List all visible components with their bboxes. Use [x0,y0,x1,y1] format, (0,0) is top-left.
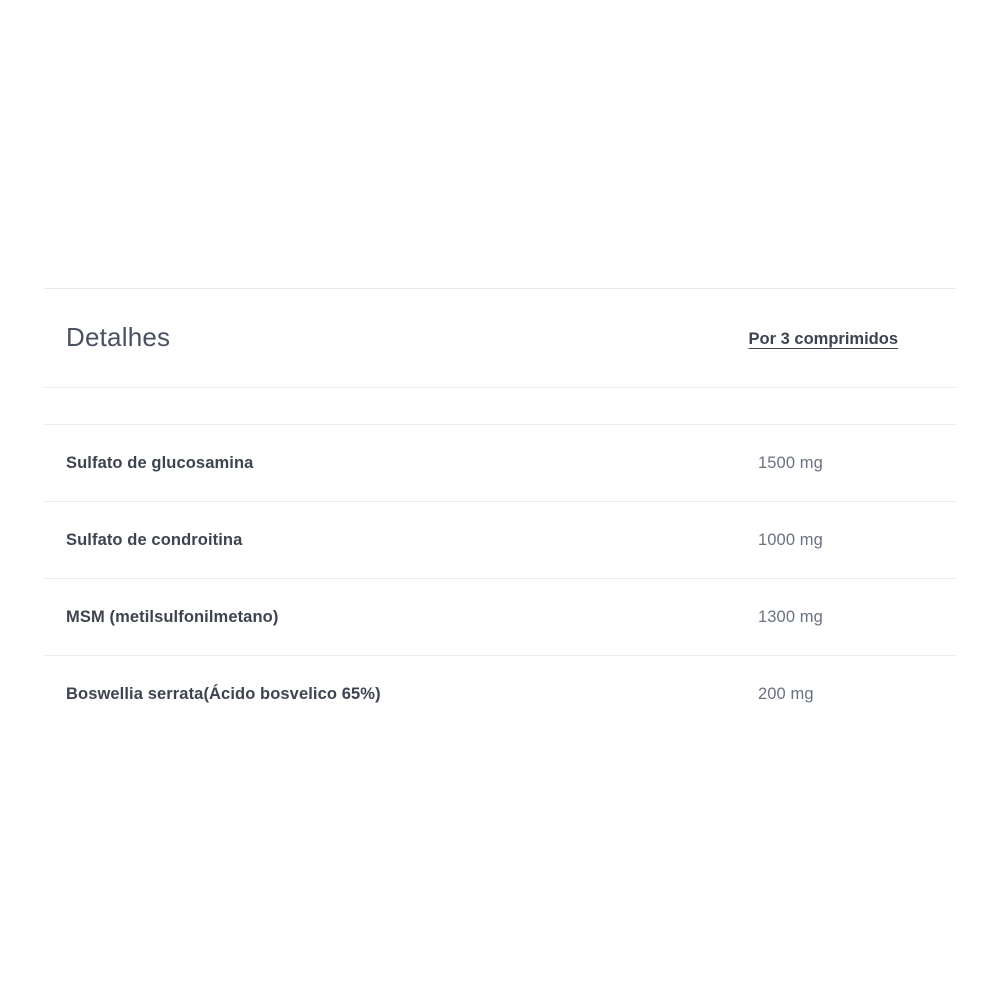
column-header-serving: Por 3 comprimidos [748,330,898,348]
table-row [44,502,956,578]
nutrient-name: Sulfato de glucosamina [66,453,254,472]
nutrient-value: 1500 mg [758,453,823,472]
table-row [44,579,956,655]
details-section [44,288,956,732]
page-title: Detalhes [66,322,171,352]
nutrient-value: 1300 mg [758,607,823,626]
nutrient-name: MSM (metilsulfonilmetano) [66,607,279,626]
nutrient-value-cell [736,608,936,627]
nutrient-value: 200 mg [758,684,814,703]
nutrient-value: 1000 mg [758,530,823,549]
header-spacer [44,388,956,424]
nutrient-name: Boswellia serrata(Ácido bosvelico 65%) [66,684,381,703]
details-header [44,289,956,387]
nutrient-value-cell [736,685,936,704]
table-row [44,656,956,732]
nutrient-value-cell [736,531,936,550]
nutrient-name: Sulfato de condroitina [66,530,243,549]
nutrient-value-cell [736,454,936,473]
table-row [44,425,956,501]
